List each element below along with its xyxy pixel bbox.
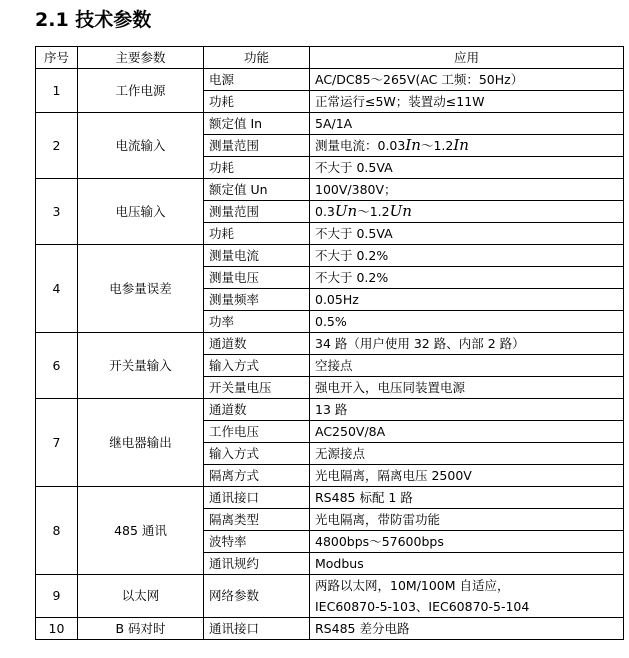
row-func: 通道数 [204, 333, 310, 355]
row-func: 功耗 [204, 157, 310, 179]
group-index: 7 [36, 399, 78, 487]
table-row [36, 487, 624, 509]
group-param: 以太网 [78, 575, 204, 618]
row-func: 测量电压 [204, 267, 310, 289]
row-func: 输入方式 [204, 443, 310, 465]
group-index: 1 [36, 69, 78, 113]
group-param: 电流输入 [78, 113, 204, 179]
app-line-2: IEC60870-5-103、IEC60870-5-104 [315, 599, 530, 614]
header-app: 应用 [310, 47, 624, 69]
group-index: 9 [36, 575, 78, 618]
row-app: 4800bps～57600bps [310, 531, 624, 553]
row-app: 正常运行≤5W；装置动≤11W [310, 91, 624, 113]
row-app: AC250V/8A [310, 421, 624, 443]
row-app: 不大于 0.2% [310, 245, 624, 267]
table-row [36, 245, 624, 267]
table-row [36, 333, 624, 355]
row-func: 网络参数 [204, 575, 310, 618]
group-param: 电参量误差 [78, 245, 204, 333]
row-func: 测量范围 [204, 201, 310, 223]
row-func: 功率 [204, 311, 310, 333]
row-func: 开关量电压 [204, 377, 310, 399]
tech-params-table [35, 46, 624, 640]
row-app: 100V/380V； [310, 179, 624, 201]
row-app [310, 135, 624, 157]
in-symbol: In [405, 136, 421, 154]
table-row [36, 113, 624, 135]
row-func: 通讯接口 [204, 618, 310, 640]
row-app: Modbus [310, 553, 624, 575]
row-app: RS485 标配 1 路 [310, 487, 624, 509]
group-param: 电压输入 [78, 179, 204, 245]
table-header-row [36, 47, 624, 69]
group-param: 485 通讯 [78, 487, 204, 575]
group-index: 3 [36, 179, 78, 245]
row-func: 波特率 [204, 531, 310, 553]
row-app [310, 575, 624, 618]
row-func: 隔离方式 [204, 465, 310, 487]
table-row [36, 69, 624, 91]
row-func: 额定值 Un [204, 179, 310, 201]
app-mid: ～1.2 [357, 204, 390, 219]
group-index: 4 [36, 245, 78, 333]
group-param: B 码对时 [78, 618, 204, 640]
group-param: 工作电源 [78, 69, 204, 113]
header-param: 主要参数 [78, 47, 204, 69]
table-row [36, 399, 624, 421]
row-app: 强电开入，电压同装置电源 [310, 377, 624, 399]
in-symbol: In [453, 136, 469, 154]
group-index: 10 [36, 618, 78, 640]
row-app: 光电隔离，隔离电压 2500V [310, 465, 624, 487]
row-app: 不大于 0.5VA [310, 157, 624, 179]
row-func: 隔离类型 [204, 509, 310, 531]
row-app: AC/DC85～265V(AC 工频：50Hz） [310, 69, 624, 91]
row-func: 通道数 [204, 399, 310, 421]
app-prefix: 0.3 [315, 204, 335, 219]
un-symbol: Un [389, 202, 412, 220]
group-param: 开关量输入 [78, 333, 204, 399]
app-prefix: 测量电流：0.03 [315, 138, 406, 153]
table-row [36, 618, 624, 640]
row-app: 光电隔离，带防雷功能 [310, 509, 624, 531]
row-func: 工作电压 [204, 421, 310, 443]
row-app [310, 201, 624, 223]
header-index: 序号 [36, 47, 78, 69]
row-app: 无源接点 [310, 443, 624, 465]
row-app: 0.05Hz [310, 289, 624, 311]
row-func: 电源 [204, 69, 310, 91]
row-app: 0.5% [310, 311, 624, 333]
group-index: 8 [36, 487, 78, 575]
row-func: 功耗 [204, 91, 310, 113]
row-func: 通讯接口 [204, 487, 310, 509]
row-app: RS485 差分电路 [310, 618, 624, 640]
header-func: 功能 [204, 47, 310, 69]
row-func: 测量频率 [204, 289, 310, 311]
app-mid: ～1.2 [420, 138, 454, 153]
row-func: 测量电流 [204, 245, 310, 267]
group-index: 6 [36, 333, 78, 399]
section-title: 2.1 技术参数 [35, 9, 152, 31]
row-app: 34 路（用户使用 32 路、内部 2 路） [310, 333, 624, 355]
row-func: 功耗 [204, 223, 310, 245]
table-row [36, 179, 624, 201]
row-func: 额定值 In [204, 113, 310, 135]
row-app: 不大于 0.2% [310, 267, 624, 289]
row-func: 测量范围 [204, 135, 310, 157]
row-app: 5A/1A [310, 113, 624, 135]
table-row [36, 575, 624, 618]
row-func: 通讯规约 [204, 553, 310, 575]
row-app: 空接点 [310, 355, 624, 377]
un-symbol: Un [334, 202, 358, 220]
group-index: 2 [36, 113, 78, 179]
row-func: 输入方式 [204, 355, 310, 377]
row-app: 13 路 [310, 399, 624, 421]
row-app: 不大于 0.5VA [310, 223, 624, 245]
group-param: 继电器输出 [78, 399, 204, 487]
app-line-1: 两路以太网，10M/100M 自适应， [315, 578, 510, 593]
